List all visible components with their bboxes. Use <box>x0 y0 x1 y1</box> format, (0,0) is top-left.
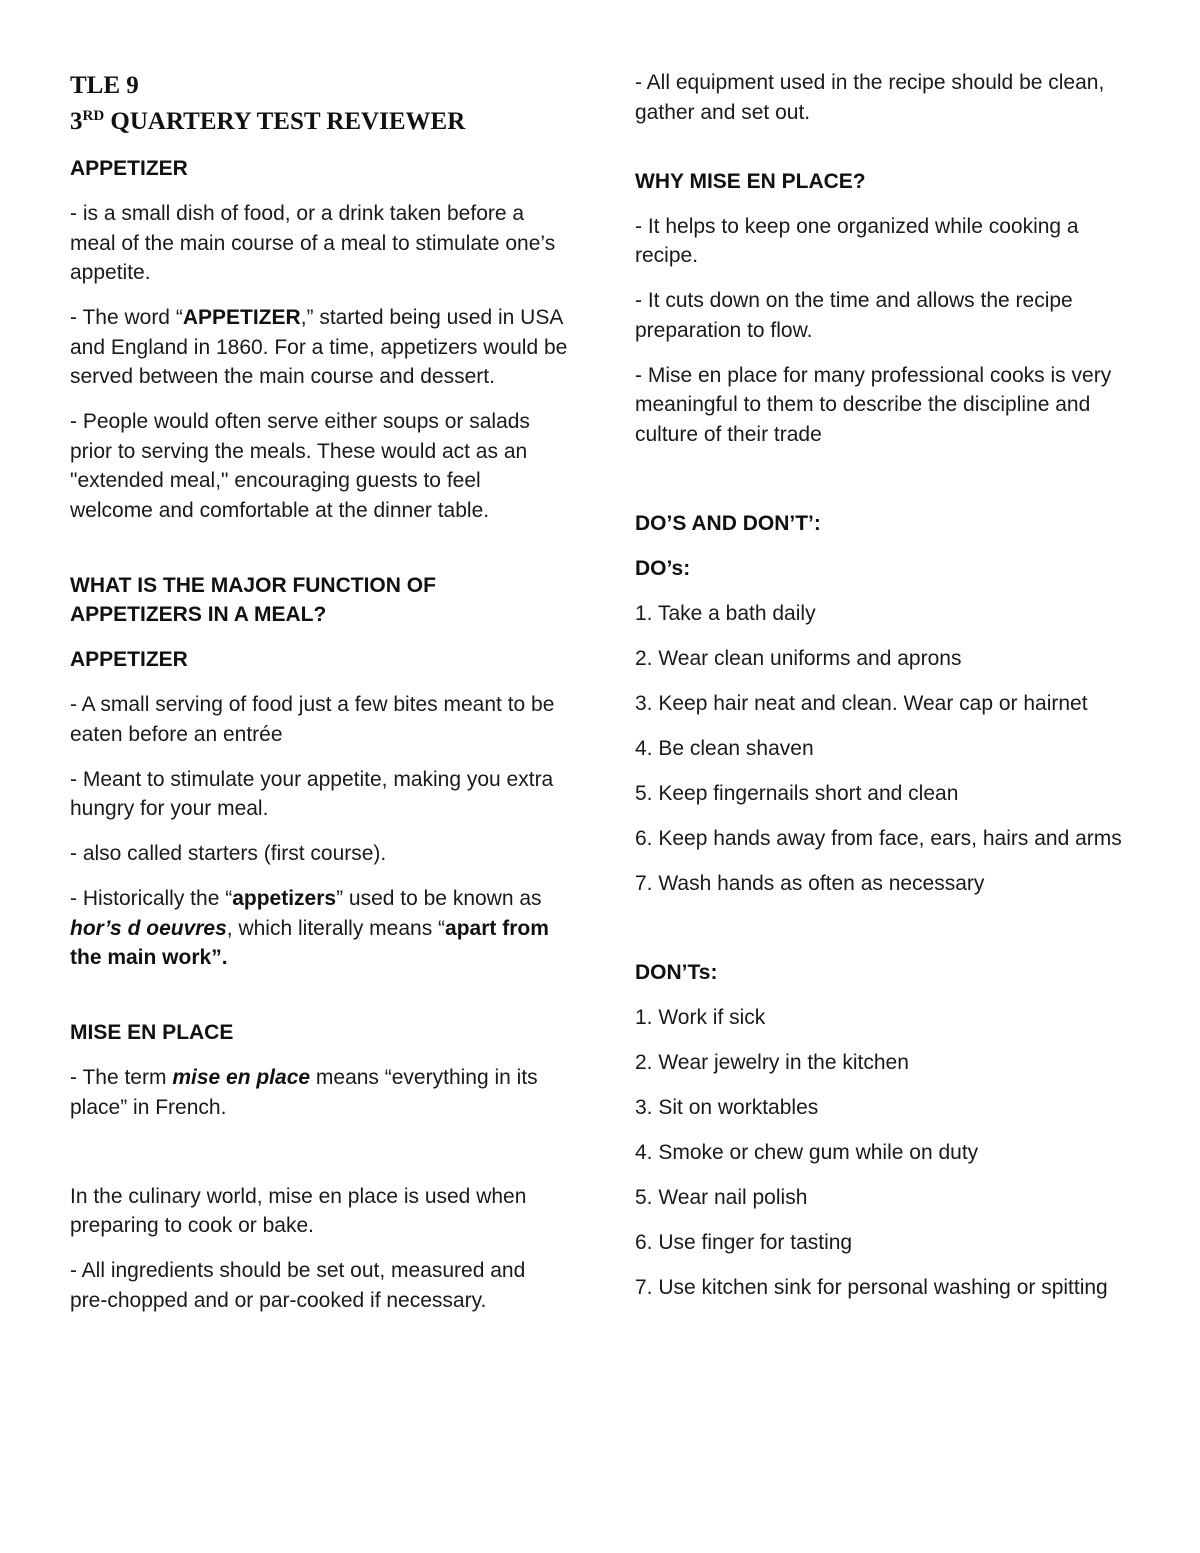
stimulate-paragraph: - Meant to stimulate your appetite, making you extra hungry for your meal. <box>70 767 554 820</box>
donts-item: 1. Work if sick <box>635 1005 766 1029</box>
dos-item: 1. Take a bath daily <box>635 601 816 625</box>
dos-item: 4. Be clean shaven <box>635 736 814 760</box>
title-subject: TLE 9 <box>70 72 139 99</box>
small-serving-paragraph: - A small serving of food just a few bites meant to be eaten before an entrée <box>70 693 555 746</box>
appetizer-heading-2: APPETIZER <box>70 648 188 671</box>
dos-and-donts-heading: DO’S AND DON’T’: <box>635 511 821 535</box>
culinary-paragraph: In the culinary world, mise en place is used when preparing to cook or bake. <box>70 1184 527 1237</box>
right-column <box>635 68 1130 1318</box>
function-heading: WHAT IS THE MAJOR FUNCTION OF APPETIZERS IN A MEAL? <box>70 573 436 626</box>
why-item: - Mise en place for many professional cooks is very meaningful to them to describe the discipline and culture of their trade <box>635 363 1112 446</box>
dos-item: 5. Keep fingernails short and clean <box>635 781 959 805</box>
appetizer-definition: - is a small dish of food, or a drink taken before a meal of the main course of a meal to stimulate one’s appetite. <box>70 202 556 284</box>
donts-item: 2. Wear jewelry in the kitchen <box>635 1050 909 1074</box>
left-column <box>70 68 568 1331</box>
mise-en-place-heading: MISE EN PLACE <box>70 1021 234 1044</box>
dos-heading: DO’s: <box>635 556 691 580</box>
equipment-paragraph: - All equipment used in the recipe should be clean, gather and set out. <box>635 71 1105 124</box>
donts-item: 4. Smoke or chew gum while on duty <box>635 1140 979 1164</box>
appetizer-people-paragraph: - People would often serve either soups or salads prior to serving the meals. These would act as an "extended meal," encouraging guests to feel welcome and comfortable at the dinner table. <box>70 410 530 522</box>
appetizer-word-history: - The word “APPETIZER,” started being used in USA and England in 1860. For a time, appetizers would be served between the main course and dessert. <box>70 306 568 388</box>
donts-item: 7. Use kitchen sink for personal washing or spitting <box>635 1275 1108 1299</box>
dos-item: 3. Keep hair neat and clean. Wear cap or hairnet <box>635 691 1088 715</box>
title-text: QUARTERY TEST REVIEWER <box>104 108 466 135</box>
historically-paragraph: - Historically the “appetizers” used to be known as hor’s d oeuvres, which literally means “apart from the main work”. <box>70 887 549 969</box>
why-item: - It helps to keep one organized while cooking a recipe. <box>635 214 1079 267</box>
ingredients-paragraph: - All ingredients should be set out, measured and pre-chopped and or par-cooked if necessary. <box>70 1259 526 1312</box>
why-mise-en-place-heading: WHY MISE EN PLACE? <box>635 169 866 193</box>
why-item: - It cuts down on the time and allows the recipe preparation to flow. <box>635 289 1073 342</box>
dos-item: 6. Keep hands away from face, ears, hairs and arms <box>635 826 1122 850</box>
donts-heading: DON’Ts: <box>635 960 718 984</box>
donts-item: 5. Wear nail polish <box>635 1185 808 1209</box>
title-superscript: RD <box>82 108 105 124</box>
dos-item: 2. Wear clean uniforms and aprons <box>635 646 962 670</box>
title-reviewer <box>70 104 568 140</box>
appetizer-heading: APPETIZER <box>70 157 188 180</box>
term-paragraph: - The term mise en place means “everything in its place” in French. <box>70 1066 538 1119</box>
title-number: 3 <box>70 108 83 135</box>
donts-item: 6. Use finger for tasting <box>635 1230 853 1254</box>
dos-item: 7. Wash hands as often as necessary <box>635 871 985 895</box>
document-title <box>70 68 568 140</box>
starters-paragraph: - also called starters (first course). <box>70 842 387 865</box>
donts-item: 3. Sit on worktables <box>635 1095 819 1119</box>
